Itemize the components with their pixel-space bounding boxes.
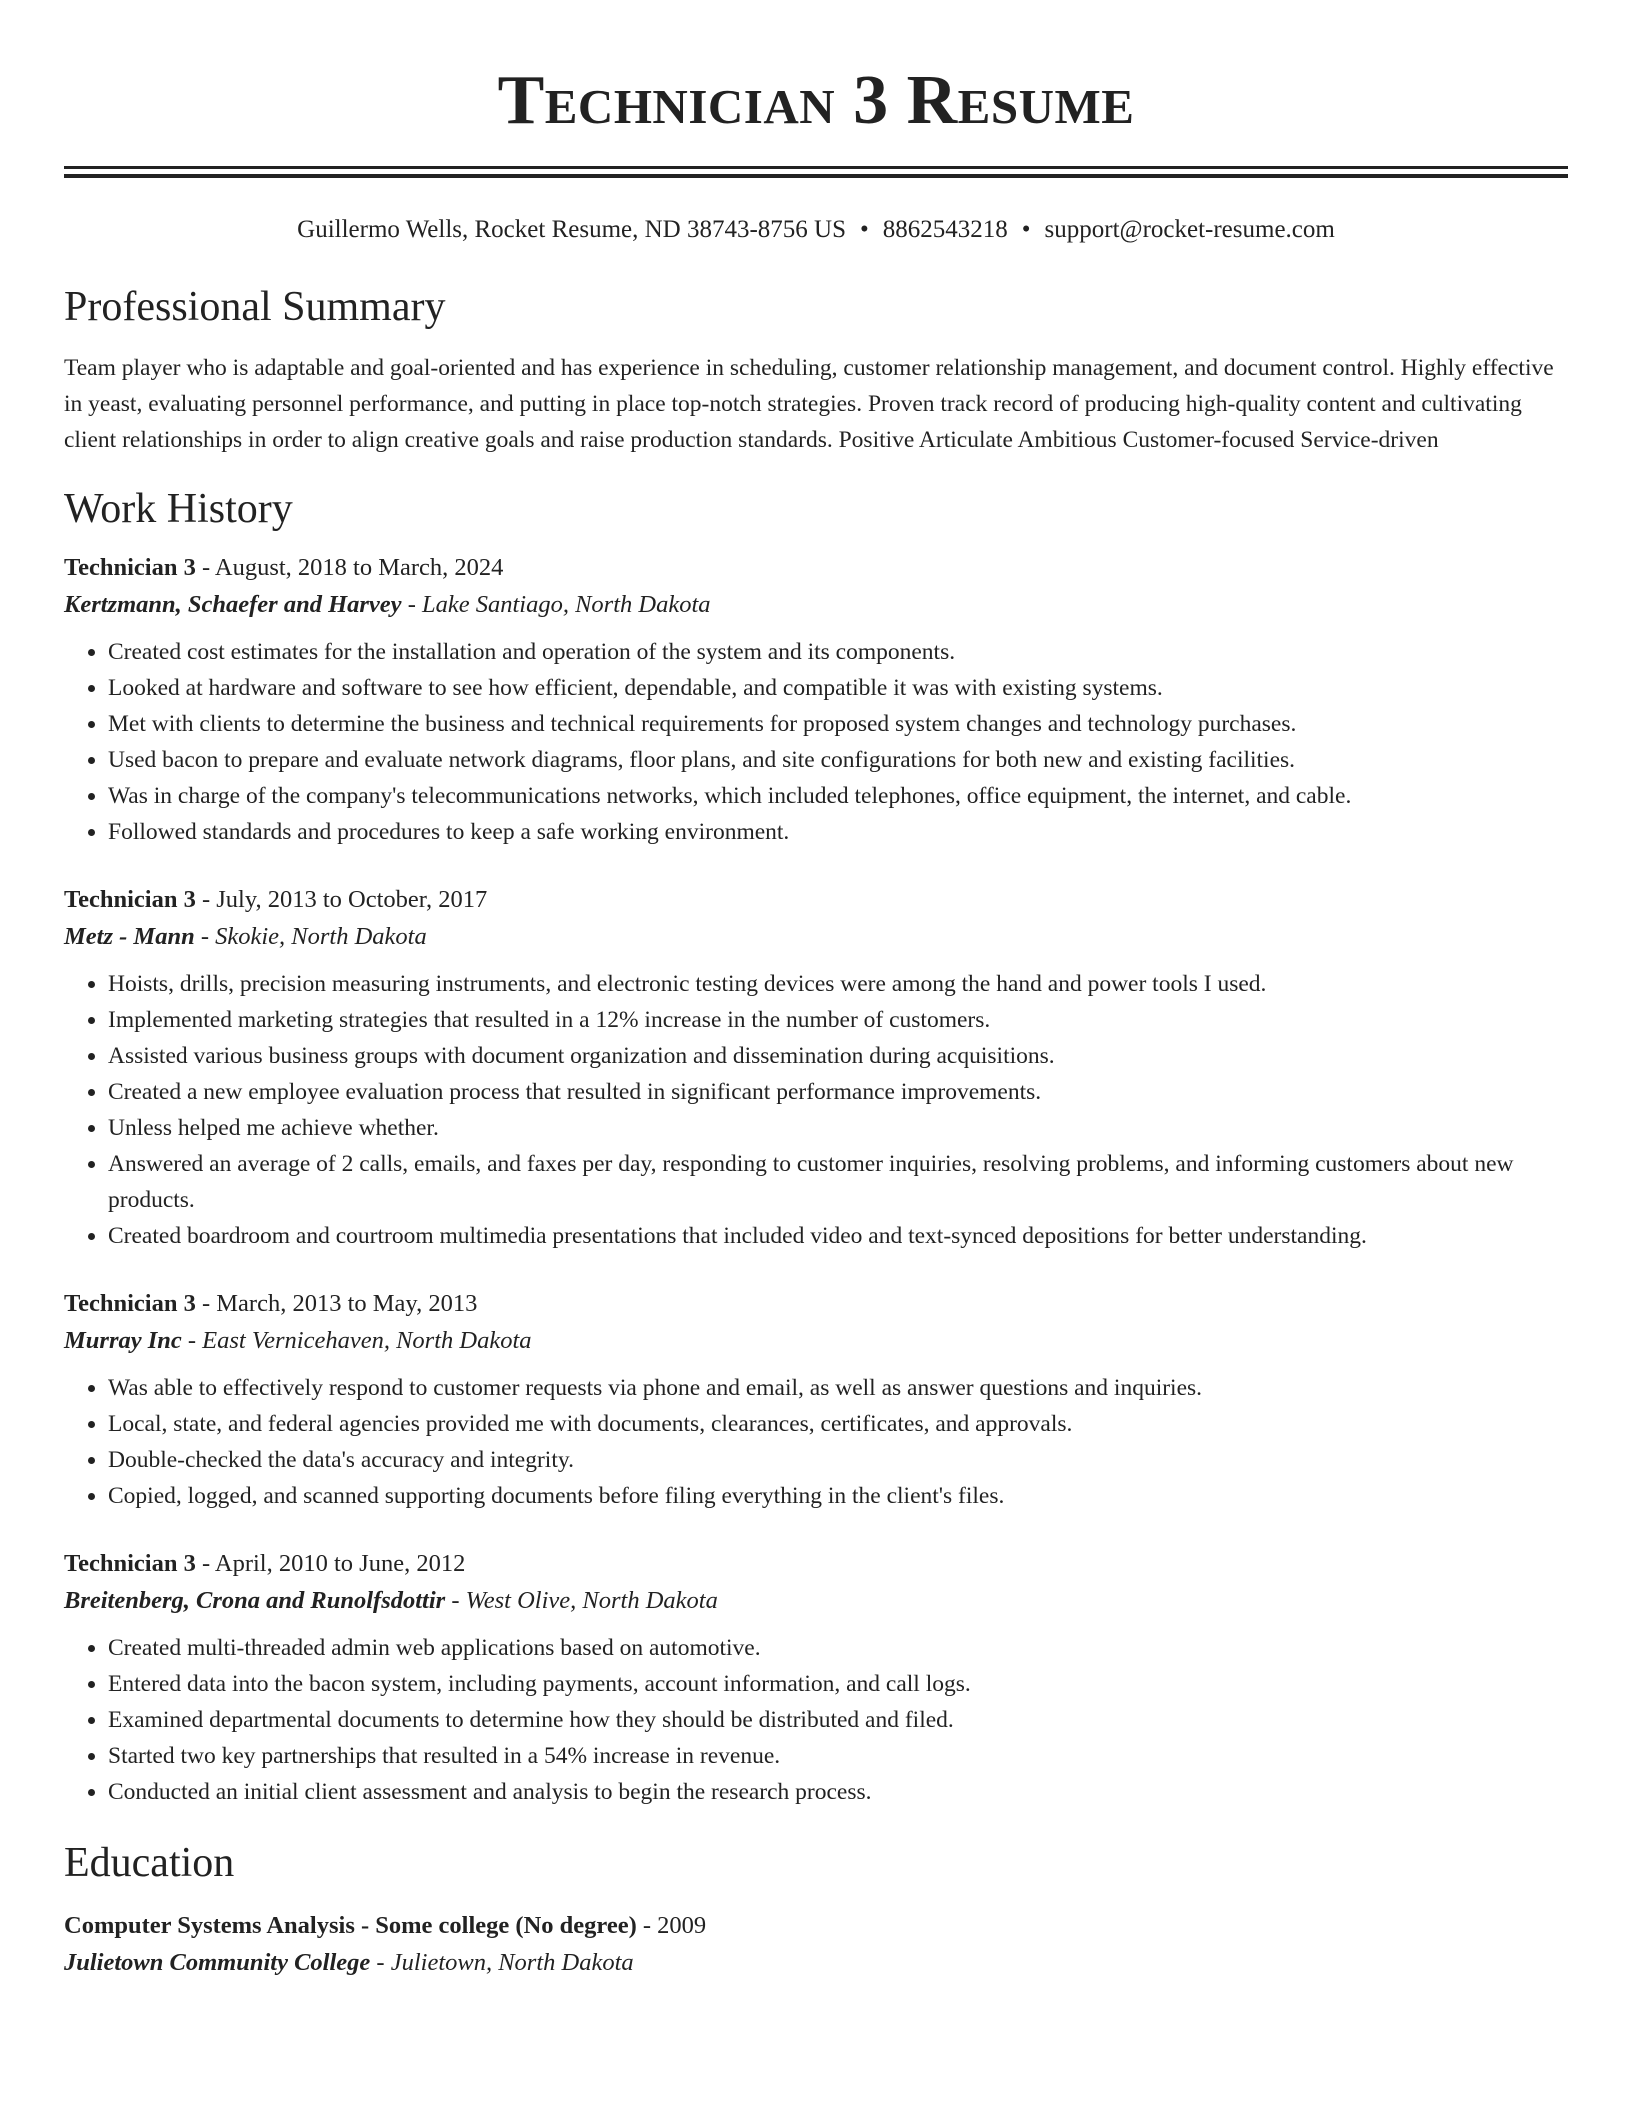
job-entry [64, 1286, 1568, 1514]
job-title-line [64, 882, 1568, 918]
education-degree: Computer Systems Analysis - Some college (No degree) [64, 1912, 637, 1939]
list-item: • Created boardroom and courtroom multimedia presentations that included video and text-synced depositions for better understanding. [108, 1218, 1568, 1254]
list-item: • Created cost estimates for the installation and operation of the system and its components. [108, 634, 1568, 670]
job-bullets [64, 966, 1568, 1254]
title-divider-second [64, 174, 1568, 178]
list-item: • Hoists, drills, precision measuring instruments, and electronic testing devices were among the hand and power tools I used. [108, 966, 1568, 1002]
job-company: Murray Inc [64, 1327, 182, 1354]
job-location: - East Vernicehaven, North Dakota [181, 1327, 532, 1354]
education-year: - 2009 [636, 1912, 707, 1939]
list-item: • Used bacon to prepare and evaluate network diagrams, floor plans, and site configurations for both new and existing facilities. [108, 742, 1568, 778]
summary-heading: Professional Summary [64, 284, 446, 330]
job-entry [64, 882, 1568, 1254]
education-entry [64, 1908, 1568, 1982]
contact-separator: • [860, 216, 869, 243]
title-divider [64, 166, 1568, 169]
list-item: • Examined departmental documents to determine how they should be distributed and filed. [108, 1702, 1568, 1738]
list-item: • Met with clients to determine the business and technical requirements for proposed system changes and technology purchases. [108, 706, 1568, 742]
education-school-line [64, 1944, 1568, 1982]
job-dates: - March, 2013 to May, 2013 [195, 1290, 478, 1317]
contact-phone: 8862543218 [882, 216, 1008, 243]
job-company: Breitenberg, Crona and Runolfsdottir [64, 1587, 446, 1614]
list-item: • Was able to effectively respond to customer requests via phone and email, as well as answer questions and inquiries. [108, 1370, 1568, 1406]
list-item: • Unless helped me achieve whether. [108, 1110, 1568, 1146]
job-bullets [64, 634, 1568, 850]
education-school: Julietown Community College [64, 1949, 371, 1976]
work-history-heading: Work History [64, 486, 293, 532]
job-title-line [64, 550, 1568, 586]
job-company: Kertzmann, Schaefer and Harvey [64, 591, 402, 618]
job-company: Metz - Mann [64, 923, 195, 950]
list-item: • Double-checked the data's accuracy and integrity. [108, 1442, 1568, 1478]
resume-title: Technician 3 Resume [497, 62, 1135, 139]
list-item: • Assisted various business groups with document organization and dissemination during acquisitions. [108, 1038, 1568, 1074]
education-degree-line [64, 1908, 1568, 1944]
education-heading: Education [64, 1840, 235, 1886]
contact-line [64, 214, 1568, 246]
list-item: • Local, state, and federal agencies provided me with documents, clearances, certificates, and approvals. [108, 1406, 1568, 1442]
list-item: • Created multi-threaded admin web applications based on automotive. [108, 1630, 1568, 1666]
job-title-line [64, 1546, 1568, 1582]
summary-text: Team player who is adaptable and goal-oriented and has experience in scheduling, customer relationship management, and document control. Highly effective in yeast, evaluating personnel performance, and putting in place top-notch strategies. Proven track record of producing high-quality content and cultivating client relationships in order to align creative goals and raise production standards. Positive Articulate Ambitious Customer-focused Service-driven [64, 355, 1554, 453]
list-item: • Copied, logged, and scanned supporting documents before filing everything in the client's files. [108, 1478, 1568, 1514]
contact-address: Guillermo Wells, Rocket Resume, ND 38743-8756 US [297, 216, 847, 243]
job-location: - Lake Santiago, North Dakota [401, 591, 711, 618]
job-company-line [64, 586, 1568, 624]
list-item: • Followed standards and procedures to keep a safe working environment. [108, 814, 1568, 850]
job-company-line [64, 918, 1568, 956]
list-item: • Was in charge of the company's telecommunications networks, which included telephones, office equipment, the internet, and cable. [108, 778, 1568, 814]
education-location: - Julietown, North Dakota [370, 1949, 634, 1976]
list-item: • Created a new employee evaluation process that resulted in significant performance improvements. [108, 1074, 1568, 1110]
job-title: Technician 3 [64, 886, 196, 913]
job-bullets [64, 1370, 1568, 1514]
list-item: • Conducted an initial client assessment and analysis to begin the research process. [108, 1774, 1568, 1810]
job-company-line [64, 1322, 1568, 1360]
job-dates: - July, 2013 to October, 2017 [195, 886, 488, 913]
job-title: Technician 3 [64, 1550, 196, 1577]
list-item: • Looked at hardware and software to see how efficient, dependable, and compatible it was with existing systems. [108, 670, 1568, 706]
job-title: Technician 3 [64, 1290, 196, 1317]
job-dates: - April, 2010 to June, 2012 [195, 1550, 466, 1577]
job-title: Technician 3 [64, 554, 196, 581]
job-title-line [64, 1286, 1568, 1322]
list-item: • Answered an average of 2 calls, emails, and faxes per day, responding to customer inquiries, resolving problems, and informing customers about new products. [108, 1146, 1568, 1218]
job-entry [64, 550, 1568, 850]
contact-separator: • [1021, 216, 1031, 243]
job-company-line [64, 1582, 1568, 1620]
list-item: • Implemented marketing strategies that resulted in a 12% increase in the number of customers. [108, 1002, 1568, 1038]
job-entry [64, 1546, 1568, 1810]
job-dates: - August, 2018 to March, 2024 [195, 554, 504, 581]
list-item: • Entered data into the bacon system, including payments, account information, and call logs. [108, 1666, 1568, 1702]
list-item: • Started two key partnerships that resulted in a 54% increase in revenue. [108, 1738, 1568, 1774]
job-location: - West Olive, North Dakota [445, 1587, 718, 1614]
job-bullets [64, 1630, 1568, 1810]
contact-email: support@rocket-resume.com [1044, 216, 1335, 243]
job-location: - Skokie, North Dakota [194, 923, 427, 950]
